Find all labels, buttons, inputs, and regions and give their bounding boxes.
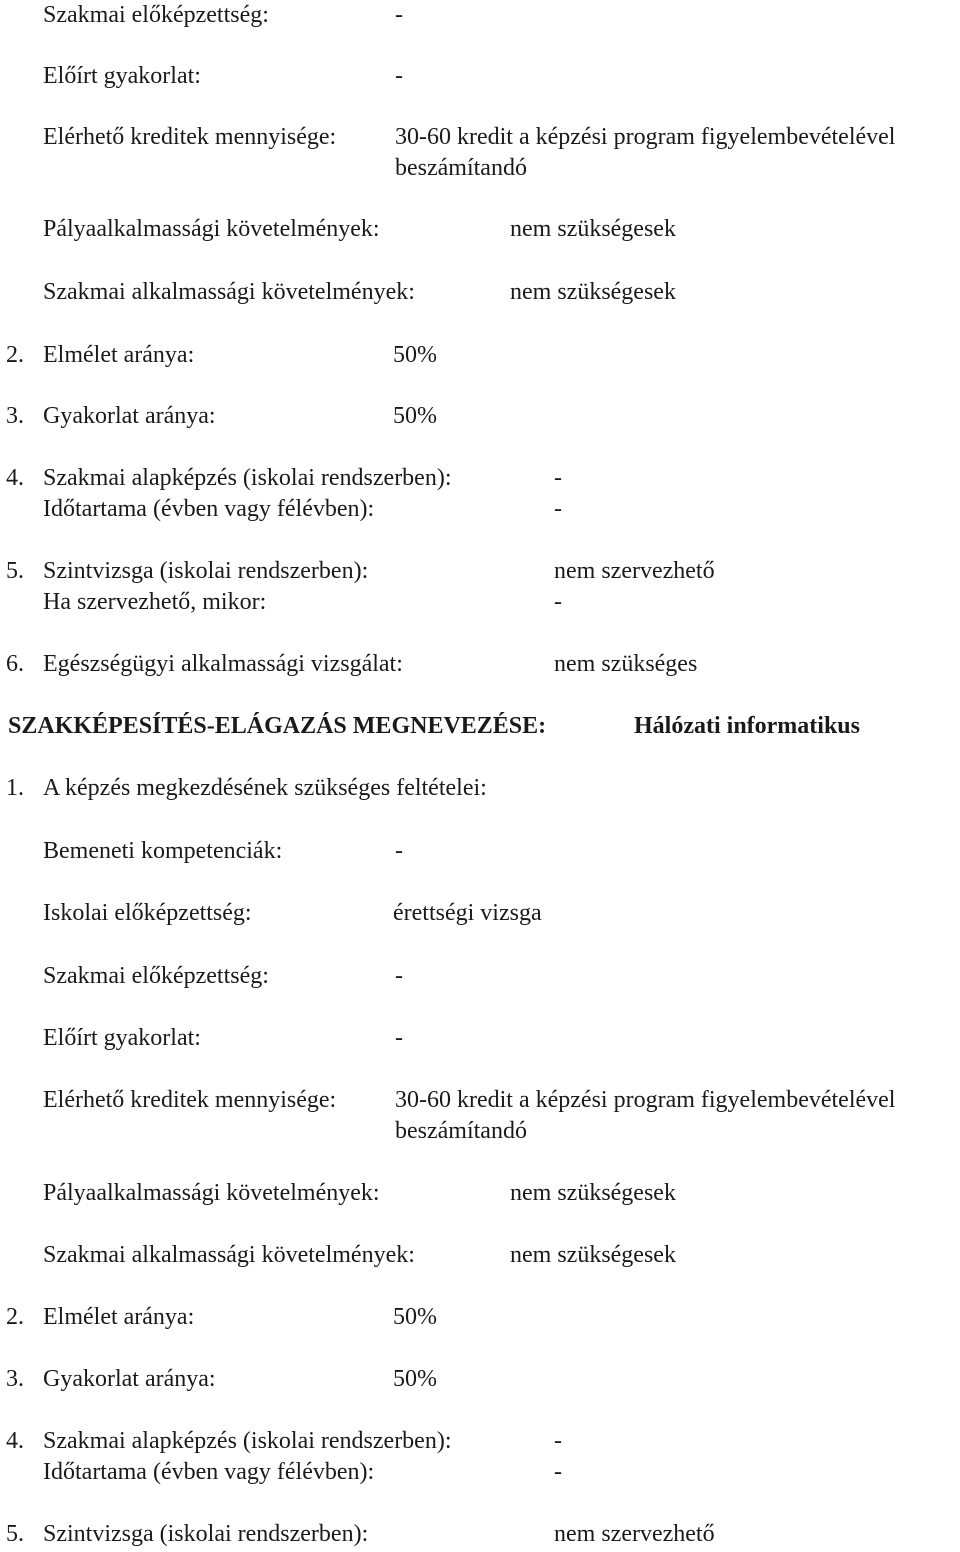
szintvizsga-mikor-value: - (554, 589, 562, 615)
kreditek-value-line2: beszámítandó (395, 1118, 527, 1144)
branch-heading-label: SZAKKÉPESÍTÉS-ELÁGAZÁS MEGNEVEZÉSE: (8, 713, 547, 739)
eloirt-gyakorlat-label: Előírt gyakorlat: (43, 63, 201, 89)
alapkepzes-idotartam-label: Időtartama (évben vagy félévben): (43, 1459, 375, 1485)
iskolai-value: érettségi vizsga (393, 900, 542, 926)
szakmai-elokepzettseg-value: - (395, 963, 403, 989)
szakmai-alkalmassagi-value: nem szükségesek (510, 1242, 676, 1268)
palyaalkalmassagi-label: Pályaalkalmassági követelmények: (43, 1180, 380, 1206)
szintvizsga-num: 5. (6, 1521, 24, 1547)
szintvizsga-num: 5. (6, 558, 24, 584)
alapkepzes-idotartam-label: Időtartama (évben vagy félévben): (43, 496, 375, 522)
alapkepzes-label: Szakmai alapképzés (iskolai rendszerben): (43, 1428, 452, 1454)
szintvizsga-label: Szintvizsga (iskolai rendszerben): (43, 558, 369, 584)
szakmai-alkalmassagi-label: Szakmai alkalmassági követelmények: (43, 279, 415, 305)
eloirt-gyakorlat-label: Előírt gyakorlat: (43, 1025, 201, 1051)
iskolai-label: Iskolai előképzettség: (43, 900, 252, 926)
gyakorlat-num: 3. (6, 1366, 24, 1392)
alapkepzes-idotartam-value: - (554, 1459, 562, 1485)
feltetelek-num: 1. (6, 775, 24, 801)
palyaalkalmassagi-label: Pályaalkalmassági követelmények: (43, 216, 380, 242)
elmelet-value: 50% (393, 342, 437, 368)
kreditek-value-line1: 30-60 kredit a képzési program figyelembevételével (395, 124, 896, 150)
elmelet-label: Elmélet aránya: (43, 342, 195, 368)
eloirt-gyakorlat-value: - (395, 63, 403, 89)
palyaalkalmassagi-value: nem szükségesek (510, 1180, 676, 1206)
kreditek-label: Elérhető kreditek mennyisége: (43, 124, 337, 150)
kreditek-value-line2: beszámítandó (395, 155, 527, 181)
szakmai-elokepzettseg-value: - (395, 2, 403, 28)
alapkepzes-label: Szakmai alapképzés (iskolai rendszerben): (43, 465, 452, 491)
alapkepzes-value: - (554, 465, 562, 491)
gyakorlat-label: Gyakorlat aránya: (43, 1366, 216, 1392)
bemeneti-label: Bemeneti kompetenciák: (43, 838, 283, 864)
egeszsegugyi-label: Egészségügyi alkalmassági vizsgálat: (43, 651, 403, 677)
szintvizsga-value: nem szervezhető (554, 1521, 715, 1547)
elmelet-num: 2. (6, 1304, 24, 1330)
gyakorlat-label: Gyakorlat aránya: (43, 403, 216, 429)
szintvizsga-mikor-label: Ha szervezhető, mikor: (43, 589, 267, 615)
kreditek-value-line1: 30-60 kredit a képzési program figyelembevételével (395, 1087, 896, 1113)
szakmai-alkalmassagi-value: nem szükségesek (510, 279, 676, 305)
elmelet-label: Elmélet aránya: (43, 1304, 195, 1330)
alapkepzes-num: 4. (6, 465, 24, 491)
egeszsegugyi-num: 6. (6, 651, 24, 677)
elmelet-value: 50% (393, 1304, 437, 1330)
kreditek-label: Elérhető kreditek mennyisége: (43, 1087, 337, 1113)
szakmai-elokepzettseg-label: Szakmai előképzettség: (43, 2, 269, 28)
bemeneti-value: - (395, 838, 403, 864)
szintvizsga-label: Szintvizsga (iskolai rendszerben): (43, 1521, 369, 1547)
eloirt-gyakorlat-value: - (395, 1025, 403, 1051)
alapkepzes-num: 4. (6, 1428, 24, 1454)
gyakorlat-value: 50% (393, 1366, 437, 1392)
branch-heading-value: Hálózati informatikus (634, 713, 860, 739)
alapkepzes-idotartam-value: - (554, 496, 562, 522)
feltetelek-label: A képzés megkezdésének szükséges feltételei: (43, 775, 487, 801)
elmelet-num: 2. (6, 342, 24, 368)
szintvizsga-value: nem szervezhető (554, 558, 715, 584)
gyakorlat-num: 3. (6, 403, 24, 429)
palyaalkalmassagi-value: nem szükségesek (510, 216, 676, 242)
egeszsegugyi-value: nem szükséges (554, 651, 698, 677)
szakmai-alkalmassagi-label: Szakmai alkalmassági követelmények: (43, 1242, 415, 1268)
gyakorlat-value: 50% (393, 403, 437, 429)
szakmai-elokepzettseg-label: Szakmai előképzettség: (43, 963, 269, 989)
alapkepzes-value: - (554, 1428, 562, 1454)
